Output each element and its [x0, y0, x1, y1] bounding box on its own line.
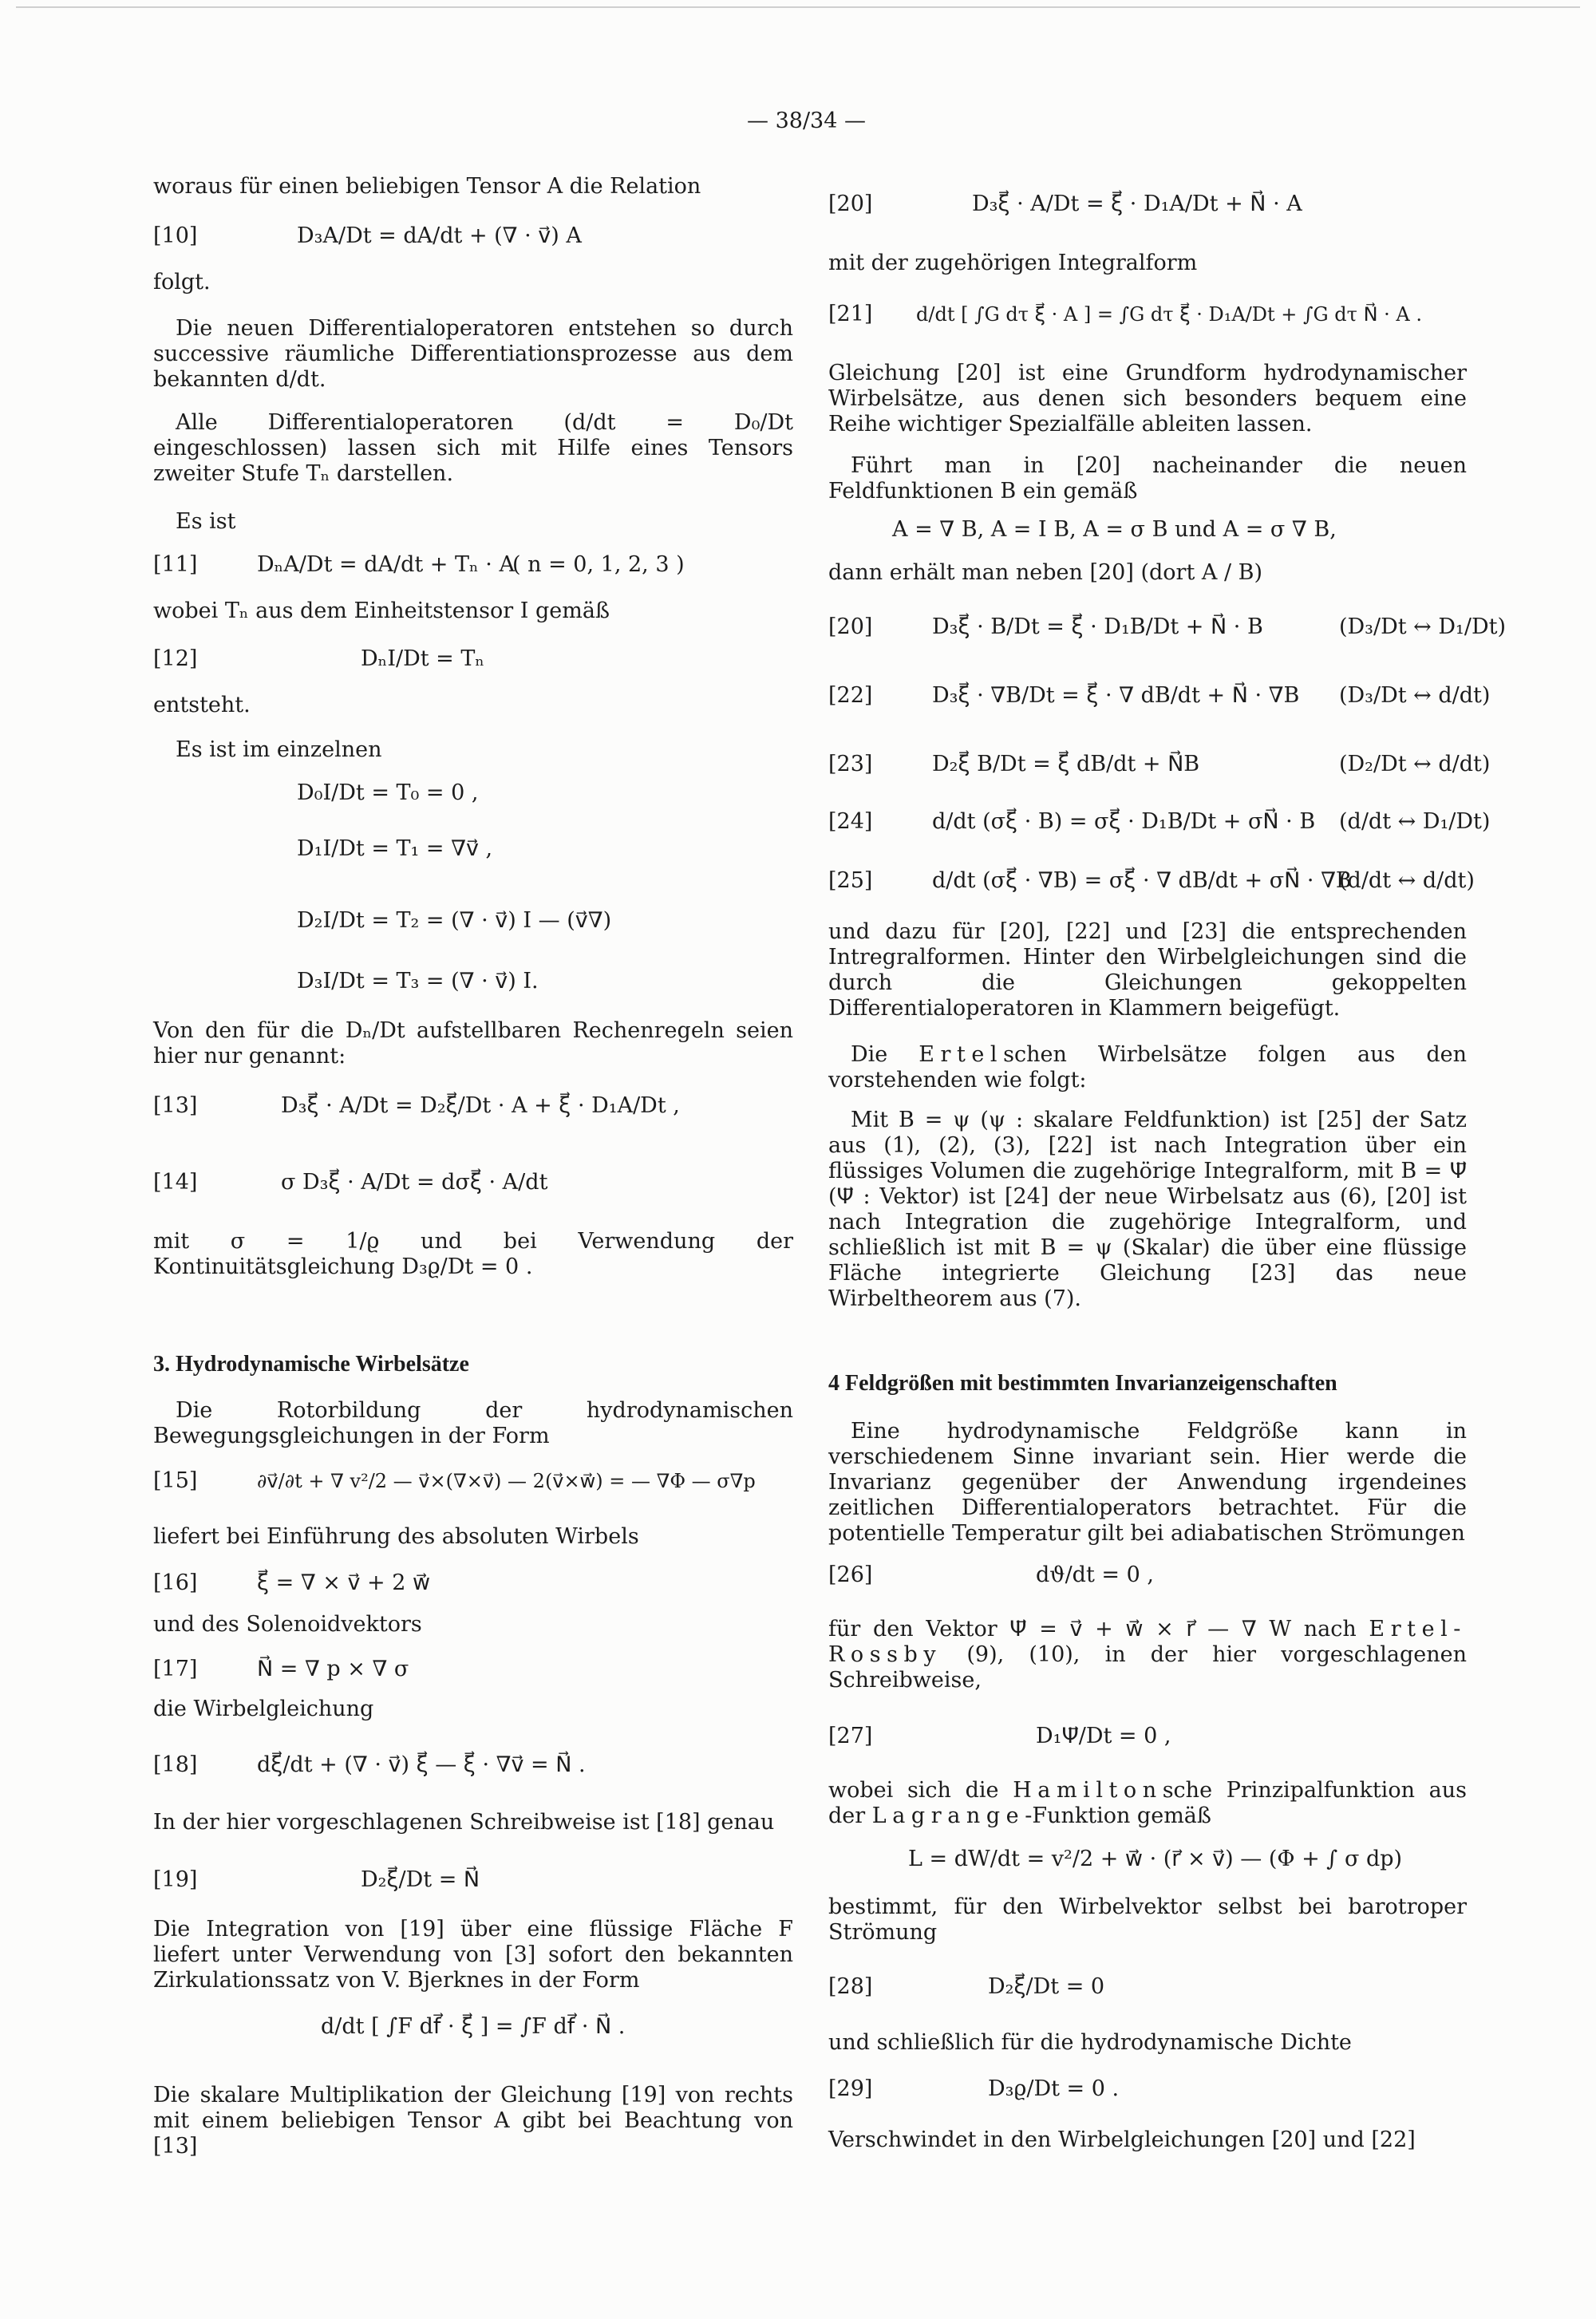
paragraph: mit der zugehörigen Integralform: [828, 251, 1198, 275]
equation-body: DₙI/Dt = Tₙ: [361, 646, 485, 671]
equation-body: dξ⃗/dt + (∇ · v⃗) ξ⃗ — ξ⃗ · ∇v⃗ = N⃗ .: [257, 1752, 586, 1777]
equation-tag: [13]: [153, 1093, 198, 1118]
section-heading-4: 4 Feldgrößen mit bestimmten Invarianzeigenschaften: [828, 1371, 1337, 1396]
text-run: für den Vektor Ψ⃗ = v⃗ + w⃗ × r⃗ — ∇ W nach: [828, 1617, 1369, 1641]
equation-body: D₃A/Dt = dA/dt + (∇ · v⃗) A: [297, 223, 582, 248]
equation-operators: (D₂/Dt ↔ d/dt): [1339, 752, 1491, 776]
paragraph: und schließlich für die hydrodynamische Dichte: [828, 2030, 1352, 2055]
page-number: — 38/34 —: [747, 109, 866, 133]
text-run: (9), (10), in der hier vorgeschlagenen Schreibweise,: [828, 1642, 1467, 1693]
equation-tag: [29]: [828, 2076, 873, 2101]
equation-lagrange: L = dW/dt = v²/2 + w⃗ · (r⃗ × v⃗) — (Φ + ∫ σ dp): [908, 1847, 1403, 1871]
paragraph: Verschwindet in den Wirbelgleichungen [20] und [22]: [828, 2127, 1416, 2152]
equation-body: N⃗ = ∇ p × ∇ σ: [257, 1657, 409, 1681]
paragraph: [828, 1778, 1467, 1829]
equation-body: D₂ξ⃗ B/Dt = ξ⃗ dB/dt + N⃗B: [932, 752, 1200, 776]
equation-tag: [23]: [828, 752, 873, 776]
equation-tag: [14]: [153, 1170, 198, 1195]
equation-body: ∂v⃗/∂t + ∇ v²/2 — v⃗×(∇×v⃗) — 2(v⃗×w⃗) = — ∇Φ — σ∇p: [257, 1470, 756, 1492]
equation-body: D₂ξ⃗/Dt = N⃗: [361, 1867, 480, 1892]
equation-body: DₙA/Dt = dA/dt + Tₙ · A: [257, 552, 515, 577]
paragraph: Führt man in [20] nacheinander die neuen Feldfunktionen B ein gemäß: [828, 453, 1467, 504]
equation-tag: [10]: [153, 223, 198, 248]
equation-tag: [27]: [828, 1724, 873, 1748]
equation-tag: [21]: [828, 302, 873, 326]
scan-edge: [16, 6, 1580, 8]
equation-t1: D₁I/Dt = T₁ = ∇v⃗ ,: [297, 836, 493, 861]
equation-substitutions: A = ∇ B, A = I B, A = σ B und A = σ ∇ B,: [892, 517, 1337, 542]
equation-t2: D₂I/Dt = T₂ = (∇ · v⃗) I — (v⃗∇): [297, 908, 612, 933]
equation-body: D₃ξ⃗ · B/Dt = ξ⃗ · D₁B/Dt + N⃗ · B: [932, 614, 1263, 639]
equation-tag: [17]: [153, 1657, 198, 1681]
equation-operators: (D₃/Dt ↔ d/dt): [1339, 683, 1491, 708]
equation-tag: [26]: [828, 1562, 873, 1587]
equation-body: σ D₃ξ⃗ · A/Dt = dσξ⃗ · A/dt: [281, 1170, 548, 1195]
paragraph: Die Rotorbildung der hydrodynamischen Bewegungsgleichungen in der Form: [153, 1398, 793, 1448]
paragraph: bestimmt, für den Wirbelvektor selbst bei barotroper Strömung: [828, 1894, 1467, 1945]
equation-operators: (d/dt ↔ D₁/Dt): [1339, 809, 1491, 834]
equation-body: D₃ϱ/Dt = 0 .: [988, 2076, 1120, 2101]
equation-condition: ( n = 0, 1, 2, 3 ): [512, 552, 685, 577]
text-run: -Funktion gemäß: [1025, 1803, 1211, 1828]
equation-tag: [15]: [153, 1468, 198, 1493]
paragraph: woraus für einen beliebigen Tensor A die Relation: [153, 174, 701, 199]
equation-t3: D₃I/Dt = T₃ = (∇ · v⃗) I.: [297, 969, 539, 994]
equation-body: D₃ξ⃗ · ∇B/Dt = ξ⃗ · ∇ dB/dt + N⃗ · ∇B: [932, 683, 1300, 708]
equation-body: d/dt (σξ⃗ · B) = σξ⃗ · D₁B/Dt + σN⃗ · B: [932, 809, 1316, 834]
equation-tag: [24]: [828, 809, 873, 834]
paragraph: [828, 1042, 1467, 1093]
equation-tag: [18]: [153, 1752, 198, 1777]
author-name: Ertel: [918, 1042, 1004, 1067]
paragraph: dann erhält man neben [20] (dort A / B): [828, 560, 1263, 585]
equation-body: ξ⃗ = ∇ × v⃗ + 2 w⃗: [257, 1570, 431, 1595]
equation-tag: [28]: [828, 1974, 873, 1999]
paragraph: Es ist im einzelnen: [176, 737, 382, 762]
equation-body: d/dt (σξ⃗ · ∇B) = σξ⃗ · ∇ dB/dt + σN⃗ · ∇B: [932, 868, 1352, 893]
paragraph: die Wirbelgleichung: [153, 1697, 374, 1721]
equation-body: dϑ/dt = 0 ,: [1036, 1562, 1154, 1587]
paragraph: Mit B = ψ (ψ : skalare Feldfunktion) ist [25] der Satz aus (1), (2), (3), [22] ist nach Integration über ein flüssiges Volumen die zugehörige Integralform, mit B = Ψ⃗ (Ψ⃗ : Vektor) ist [24] der neue Wirbelsatz aus (6), [20] ist nach Integration die zugehörige Integralform, und schließlich ist mit B = ψ (Skalar) die über eine flüssige Fläche integrierte Gleichung [23] das neue Wirbeltheorem aus (7).: [828, 1108, 1467, 1311]
text-run: wobei sich die: [828, 1778, 1013, 1803]
equation-body: D₁Ψ⃗/Dt = 0 ,: [1036, 1724, 1171, 1748]
equation-tag: [11]: [153, 552, 198, 577]
equation-circulation: d/dt [ ∫F df⃗ · ξ⃗ ] = ∫F df⃗ · N⃗ .: [321, 2014, 626, 2039]
paragraph: entsteht.: [153, 693, 251, 717]
paragraph: In der hier vorgeschlagenen Schreibweise ist [18] genau: [153, 1810, 775, 1835]
equation-body: D₂ξ⃗/Dt = 0: [988, 1974, 1105, 1999]
equation-tag: [20]: [828, 192, 873, 216]
paragraph: Alle Differentialoperatoren (d/dt = D₀/Dt eingeschlossen) lassen sich mit Hilfe eines Tensors zweiter Stufe Tₙ darstellen.: [153, 410, 793, 486]
paragraph: Gleichung [20] ist eine Grundform hydrodynamischer Wirbelsätze, aus denen sich besonders bequem eine Reihe wichtiger Spezialfälle ableiten lassen.: [828, 361, 1467, 437]
equation-tag: [16]: [153, 1570, 198, 1595]
equation-tag: [12]: [153, 646, 198, 671]
paragraph: und des Solenoidvektors: [153, 1612, 422, 1637]
equation-tag: [20]: [828, 614, 873, 639]
paragraph: und dazu für [20], [22] und [23] die entsprechenden Intregralformen. Hinter den Wirbelgleichungen sind die durch die Gleichungen gekoppelten Differentialoperatoren in Klammern beigefügt.: [828, 919, 1467, 1021]
paragraph: [828, 1617, 1467, 1693]
text-run: schen Wirbelsätze folgen aus den vorstehenden wie folgt:: [828, 1042, 1467, 1092]
paragraph: Die neuen Differentialoperatoren entstehen so durch successive räumliche Differentiationsprozesse aus dem bekannten d/dt.: [153, 316, 793, 392]
equation-tag: [25]: [828, 868, 873, 893]
paragraph: Es ist: [176, 509, 236, 534]
paragraph: Eine hydrodynamische Feldgröße kann in verschiedenem Sinne invariant sein. Hier werde die Invarianz gegenüber der Anwendung irgendeines zeitlichen Differentialoperators betrachtet. Für die potentielle Temperatur gilt bei adiabatischen Strömungen: [828, 1419, 1467, 1546]
equation-operators: (d/dt ↔ d/dt): [1339, 868, 1475, 893]
paragraph: mit σ = 1/ϱ und bei Verwendung der Kontinuitätsgleichung D₃ϱ/Dt = 0 .: [153, 1229, 793, 1279]
author-name: Hamilton: [1013, 1778, 1163, 1803]
equation-tag: [22]: [828, 683, 873, 708]
paragraph: Die Integration von [19] über eine flüssige Fläche F liefert unter Verwendung von [3] sofort den bekannten Zirkulationssatz von V. Bjerknes in der Form: [153, 1917, 793, 1993]
paragraph: Die skalare Multiplikation der Gleichung [19] von rechts mit einem beliebigen Tensor A gibt bei Beachtung von [13]: [153, 2083, 793, 2159]
equation-t0: D₀I/Dt = T₀ = 0 ,: [297, 780, 479, 805]
paragraph: Von den für die Dₙ/Dt aufstellbaren Rechenregeln seien hier nur genannt:: [153, 1018, 793, 1069]
paragraph: liefert bei Einführung des absoluten Wirbels: [153, 1524, 639, 1549]
paragraph: folgt.: [153, 270, 211, 294]
equation-body: D₃ξ⃗ · A/Dt = ξ⃗ · D₁A/Dt + N⃗ · A: [972, 192, 1302, 216]
equation-body: d/dt [ ∫G dτ ξ⃗ · A ] = ∫G dτ ξ⃗ · D₁A/Dt + ∫G dτ N⃗ · A .: [916, 303, 1422, 326]
author-name: Ertel-Rossby: [828, 1617, 1467, 1667]
equation-operators: (D₃/Dt ↔ D₁/Dt): [1339, 614, 1506, 639]
equation-body: D₃ξ⃗ · A/Dt = D₂ξ⃗/Dt · A + ξ⃗ · D₁A/Dt ,: [281, 1093, 680, 1118]
author-name: Lagrange: [871, 1803, 1025, 1828]
paragraph: wobei Tₙ aus dem Einheitstensor I gemäß: [153, 599, 610, 623]
text-run: Die: [851, 1042, 919, 1067]
text-run: sche Prinzipalfunktion aus der: [828, 1778, 1467, 1828]
section-heading-3: 3. Hydrodynamische Wirbelsätze: [153, 1352, 469, 1377]
equation-tag: [19]: [153, 1867, 198, 1892]
